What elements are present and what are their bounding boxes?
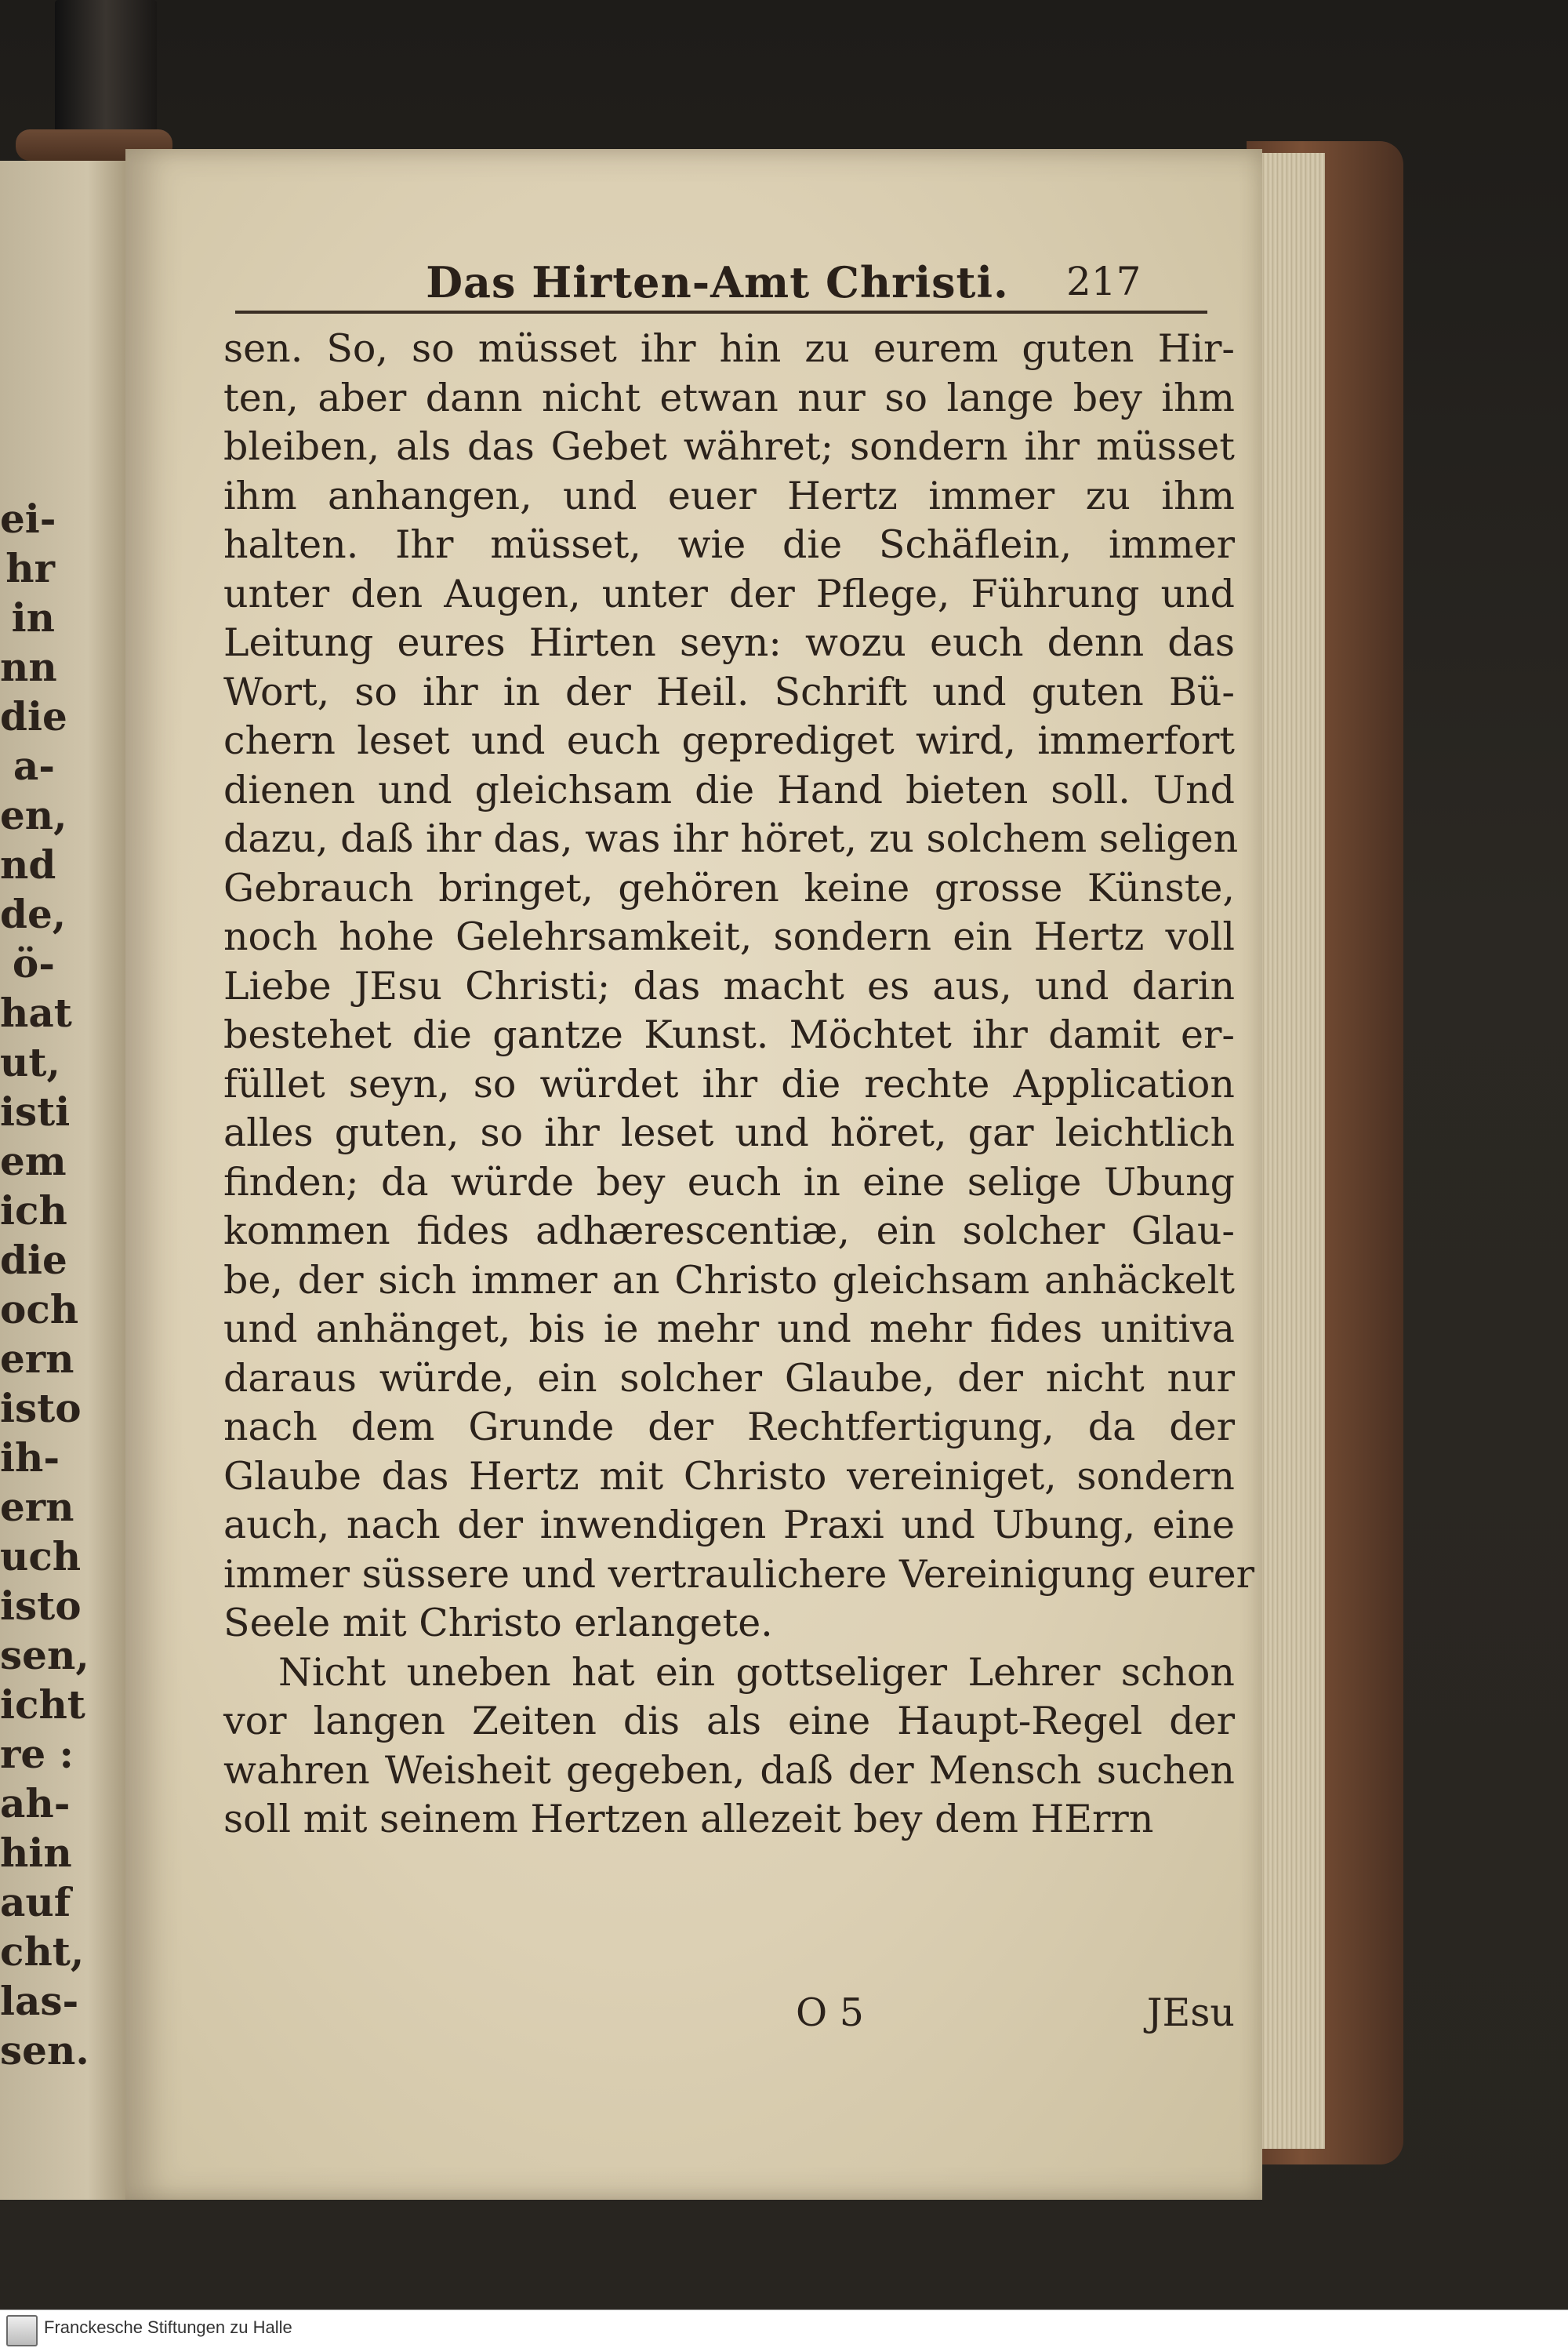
left-page-fragment: las- [0, 1978, 79, 2024]
text-line: Nicht uneben hat ein gottseliger Lehrer schon [278, 1649, 1235, 1695]
right-page [125, 149, 1262, 2200]
page-body-text [223, 325, 1255, 1845]
left-page-fragment: de, [0, 891, 67, 937]
institution-name: Franckesche Stiftungen zu Halle [44, 2317, 292, 2337]
text-line: unter den Augen, unter der Pflege, Führung und [223, 571, 1235, 616]
left-page-fragment: hin [0, 1830, 72, 1876]
left-page-fragment: ih- [0, 1434, 60, 1481]
page-block-edge [1254, 153, 1325, 2149]
left-page-fragment: ich [0, 1187, 67, 1234]
text-line: Glaube das Hertz mit Christo vereiniget, sondern [223, 1453, 1235, 1499]
text-line: wahren Weisheit gegeben, daß der Mensch suchen [223, 1747, 1235, 1793]
book-clasp-strap [55, 0, 157, 149]
left-page-fragment: och [0, 1286, 79, 1332]
text-line: vor langen Zeiten dis als eine Haupt-Regel der [223, 1699, 1235, 1743]
text-line: noch hohe Gelehrsamkeit, sondern ein Hertz voll [223, 914, 1235, 959]
left-page-fragment: ut, [0, 1039, 60, 1085]
left-page-fragment: isto [0, 1583, 82, 1629]
left-page-fragment: ern [0, 1484, 74, 1530]
text-line: dazu, daß ihr das, was ihr höret, zu solchem seligen [223, 816, 1239, 861]
left-page-fragment: isti [0, 1089, 71, 1135]
left-page-fragment: a- [13, 743, 55, 789]
text-line: füllet seyn, so würdet ihr die rechte Application [223, 1061, 1235, 1107]
left-page-fragment: die [0, 1237, 67, 1283]
text-line: alles guten, so ihr leset und höret, gar leichtlich [223, 1110, 1235, 1155]
text-line: sen. So, so müsset ihr hin zu eurem guten Hir- [223, 326, 1235, 371]
left-page-fragment: ö- [12, 940, 55, 987]
left-page-fragment: ah- [0, 1780, 71, 1826]
left-page-fragment: uch [0, 1533, 82, 1579]
left-page [0, 161, 125, 2200]
text-line: finden; da würde bey euch in eine selige Ubung [223, 1159, 1235, 1205]
left-page-fragment: die [0, 693, 67, 740]
text-line: Seele mit Christo erlangete. [223, 1601, 773, 1645]
text-line: Wort, so ihr in der Heil. Schrift und guten Bü- [223, 669, 1235, 714]
left-page-fragment: auf [0, 1879, 71, 1925]
left-page-fragment: en, [0, 792, 67, 838]
text-line: ten, aber dann nicht etwan nur so lange bey ihm [223, 375, 1235, 420]
left-page-fragment: re : [0, 1731, 74, 1777]
text-line: chern leset und euch geprediget wird, immerfort [223, 718, 1235, 763]
left-page-fragment: em [0, 1138, 67, 1184]
left-page-fragment: hr [5, 545, 55, 591]
institution-logo-icon [6, 2315, 38, 2346]
text-line: Liebe JEsu Christi; das macht es aus, und darin [223, 963, 1235, 1009]
text-line: auch, nach der inwendigen Praxi und Ubung, eine [223, 1503, 1235, 1547]
text-line: dienen und gleichsam die Hand bieten soll. Und [223, 767, 1235, 812]
text-line: und anhänget, bis ie mehr und mehr fides unitiva [223, 1307, 1235, 1351]
catchword: JEsu [1146, 1990, 1235, 2035]
text-line: Leitung eures Hirten seyn: wozu euch denn das [223, 620, 1235, 665]
text-line: nach dem Grunde der Rechtfertigung, da der [223, 1405, 1235, 1449]
text-line: Gebrauch bringet, gehören keine grosse Künste, [223, 865, 1235, 910]
left-page-fragment: hat [0, 990, 72, 1036]
text-line: ihm anhangen, und euer Hertz immer zu ihm [223, 473, 1235, 518]
page-foot [223, 1990, 1235, 2037]
left-page-fragment: nn [0, 644, 57, 690]
footer-bar [0, 2310, 1568, 2348]
left-page-fragment: isto [0, 1385, 82, 1431]
left-page-fragment: ei- [0, 496, 56, 542]
header-rule [235, 311, 1207, 314]
left-page-fragment: in [11, 594, 55, 641]
text-line: soll mit seinem Hertzen allezeit bey dem HErrn [223, 1797, 1154, 1841]
left-page-fragment: cht, [0, 1928, 85, 1975]
signature-mark: O 5 [796, 1990, 864, 2035]
text-line: immer süssere und vertraulichere Vereinigung eurer [223, 1551, 1255, 1597]
left-page-fragment: icht [0, 1681, 85, 1728]
left-page-fragment: sen. [0, 2027, 89, 2074]
text-line: bleiben, als das Gebet währet; sondern ihr müsset [223, 424, 1235, 469]
left-page-fragment: ern [0, 1336, 74, 1382]
running-title: Das Hirten-Amt Christi. [426, 257, 1009, 307]
left-page-fragment: nd [0, 841, 56, 888]
page-header [125, 249, 1262, 320]
text-line: kommen fides adhærescentiæ, ein solcher Glau- [223, 1209, 1235, 1253]
text-line: daraus würde, ein solcher Glaube, der nicht nur [223, 1355, 1235, 1401]
text-line: bestehet die gantze Kunst. Möchtet ihr damit er- [223, 1012, 1235, 1057]
text-line: be, der sich immer an Christo gleichsam anhäckelt [223, 1257, 1235, 1303]
page-number: 217 [1066, 259, 1142, 304]
left-page-text-fragments [0, 494, 89, 2075]
text-line: halten. Ihr müsset, wie die Schäflein, immer [223, 522, 1235, 567]
left-page-fragment: sen, [0, 1632, 89, 1678]
